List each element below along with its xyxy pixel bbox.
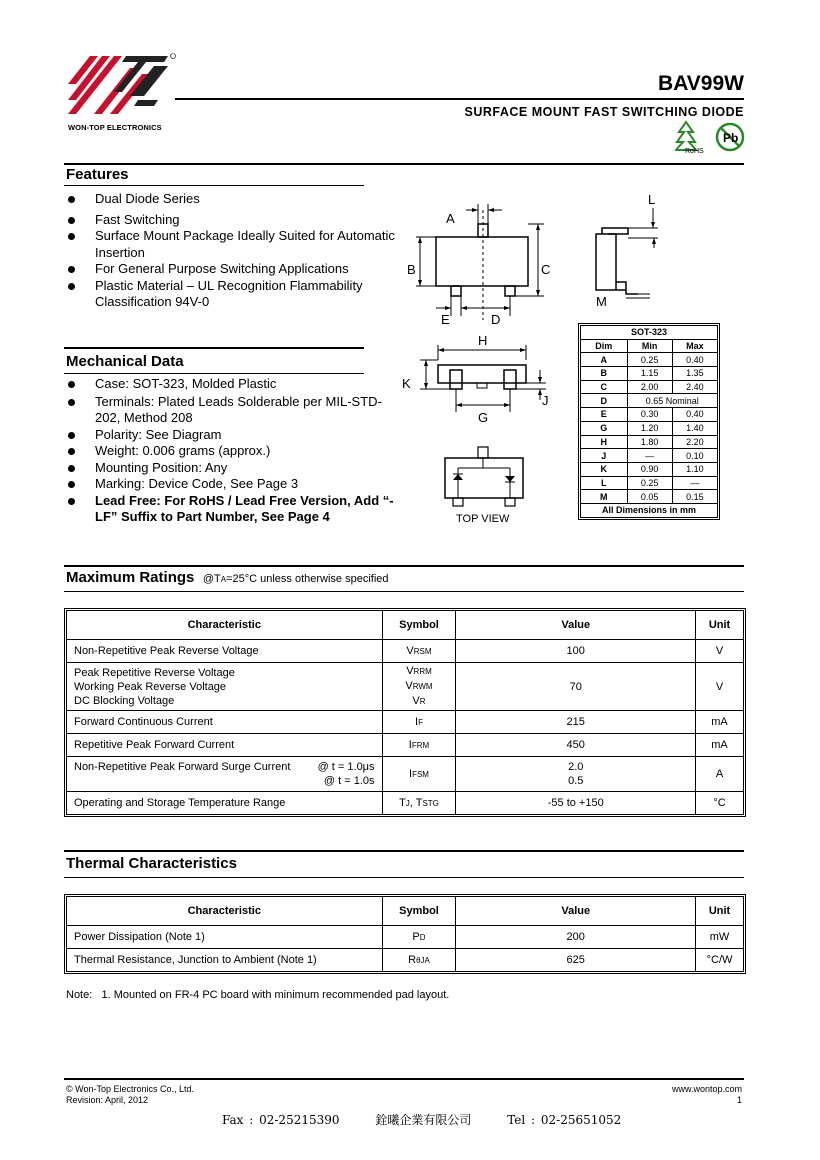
dim-label-G: G: [478, 410, 489, 425]
dim-label-H: H: [478, 333, 488, 348]
col-header: Unit: [696, 897, 744, 926]
features-rule: [64, 185, 364, 186]
side-profile-diagram: [588, 190, 660, 310]
table-row: E 0.30 0.40: [581, 408, 718, 422]
mechanical-rule: [64, 373, 364, 374]
note-text: Note: 1. Mounted on FR-4 PC board with minimum recommended pad layout.: [66, 989, 450, 1001]
table-row: Power Dissipation (Note 1) PD 200 mW: [67, 926, 744, 949]
brand-name: WON-TOP ELECTRONICS: [68, 123, 162, 132]
table-row: H 1.80 2.20: [581, 435, 718, 449]
dim-label-B: B: [407, 262, 416, 277]
fax-number: Fax : 02-25215390: [222, 1113, 340, 1127]
features-list: [66, 191, 396, 311]
mechanical-title: Mechanical Data: [66, 353, 184, 370]
table-row: Operating and Storage Temperature Range TJ, TSTG -55 to +150 °C: [67, 792, 744, 815]
table-row: B 1.15 1.35: [581, 367, 718, 381]
feature-item: Surface Mount Package Ideally Suited for Automatic Insertion: [66, 228, 396, 261]
max-ratings-rule: [64, 591, 744, 592]
title-rule: [175, 98, 744, 100]
dim-header: Min: [627, 339, 672, 353]
revision: Revision: April, 2012: [66, 1095, 149, 1105]
max-ratings-heading: [66, 569, 389, 587]
pb-label: Pb: [723, 131, 739, 145]
feature-item: Fast Switching: [66, 212, 396, 229]
table-row: Repetitive Peak Forward Current IFRM 450 mA: [67, 734, 744, 757]
mech-item: Case: SOT-323, Molded Plastic: [66, 376, 401, 393]
tel-number: Tel : 02-25651052: [507, 1113, 622, 1127]
table-row: Peak Repetitive Reverse Voltage Working Peak Reverse Voltage DC Blocking Voltage VRRM VRWM VR 70 V: [67, 663, 744, 711]
thermal-rule: [64, 877, 744, 878]
dim-label-C: C: [541, 262, 551, 277]
table-row: Non-Repetitive Peak Forward Surge Current @ t = 1.0μs @ t = 1.0s IFSM 2.0 0.5 A: [67, 757, 744, 792]
table-row: A 0.25 0.40: [581, 353, 718, 367]
max-ratings-title: Maximum Ratings: [66, 569, 195, 586]
dim-label-A: A: [446, 211, 455, 226]
thermal-title: Thermal Characteristics: [66, 855, 237, 872]
col-header: Value: [456, 611, 696, 640]
dim-label-M: M: [596, 294, 607, 309]
rohs-leaf-icon: [676, 122, 696, 150]
max-ratings-top-rule: [64, 565, 744, 567]
max-ratings-condition: @TA=25°C unless otherwise specified: [202, 573, 389, 585]
mech-item: Weight: 0.006 grams (approx.): [66, 443, 401, 460]
dim-table-footer: All Dimensions in mm: [581, 503, 718, 517]
mech-item: Polarity: See Diagram: [66, 427, 401, 444]
website-link[interactable]: www.wontop.com: [671, 1084, 742, 1094]
part-number: BAV99W: [658, 72, 744, 95]
col-header: Symbol: [382, 897, 456, 926]
fax-line: [222, 1111, 621, 1128]
col-header: Characteristic: [67, 611, 383, 640]
won-top-logo: [68, 52, 178, 124]
col-header: Symbol: [382, 611, 456, 640]
page-number: 1: [736, 1095, 742, 1105]
table-row: K 0.90 1.10: [581, 462, 718, 476]
dim-label-D: D: [491, 312, 501, 327]
mech-item: Terminals: Plated Leads Solderable per MIL-STD-202, Method 208: [66, 394, 401, 427]
copyright: © Won-Top Electronics Co., Ltd.: [66, 1084, 195, 1094]
mech-item: Marking: Device Code, See Page 3: [66, 476, 401, 493]
col-header: Value: [456, 897, 696, 926]
dim-header: Max: [672, 339, 717, 353]
table-row: D 0.65 Nominal: [581, 394, 718, 408]
dim-label-E: E: [441, 312, 450, 327]
dimension-table: [578, 323, 720, 520]
footer-left: [66, 1084, 194, 1106]
thermal-top-rule: [64, 850, 744, 852]
table-row: L 0.25 —: [581, 476, 718, 490]
features-title: Features: [66, 166, 129, 183]
dim-label-K: K: [402, 376, 411, 391]
thermal-table: [64, 894, 746, 974]
table-row: Forward Continuous Current IF 215 mA: [67, 711, 744, 734]
lead-free-item: Lead Free: For RoHS / Lead Free Version, Add “-LF” Suffix to Part Number, See Page 4: [66, 493, 401, 526]
max-ratings-table: [64, 608, 746, 817]
subtitle: SURFACE MOUNT FAST SWITCHING DIODE: [464, 105, 744, 119]
table-row: J — 0.10: [581, 449, 718, 463]
company-name: 銓曦企業有限公司: [375, 1113, 472, 1127]
package-outline-diagram: [398, 190, 578, 530]
mech-item: Mounting Position: Any: [66, 460, 401, 477]
col-header: Unit: [696, 611, 744, 640]
rohs-label: RoHS: [685, 148, 704, 155]
table-row: G 1.20 1.40: [581, 421, 718, 435]
features-top-rule: [64, 163, 744, 165]
feature-item: For General Purpose Switching Applications: [66, 261, 396, 278]
feature-item: Plastic Material – UL Recognition Flammability Classification 94V-0: [66, 278, 396, 311]
table-row: Non-Repetitive Peak Reverse Voltage VRSM 100 V: [67, 640, 744, 663]
dim-label-L: L: [648, 192, 656, 207]
dim-label-J: J: [542, 393, 549, 408]
rohs-pb-badges: [675, 120, 747, 156]
table-row: M 0.05 0.15: [581, 490, 718, 504]
feature-item: Dual Diode Series: [66, 191, 396, 208]
col-header: Characteristic: [67, 897, 383, 926]
top-view-label: TOP VIEW: [456, 513, 510, 525]
table-row: Thermal Resistance, Junction to Ambient (Note 1) RθJA 625 °C/W: [67, 949, 744, 972]
pb-free-icon: [717, 124, 743, 150]
mech-top-rule: [64, 347, 364, 349]
dim-table-title: SOT-323: [581, 326, 718, 340]
footer-right: [672, 1084, 742, 1106]
footer-rule: [64, 1078, 744, 1080]
table-row: C 2.00 2.40: [581, 380, 718, 394]
mechanical-list: [66, 376, 401, 526]
dim-header: Dim: [581, 339, 628, 353]
